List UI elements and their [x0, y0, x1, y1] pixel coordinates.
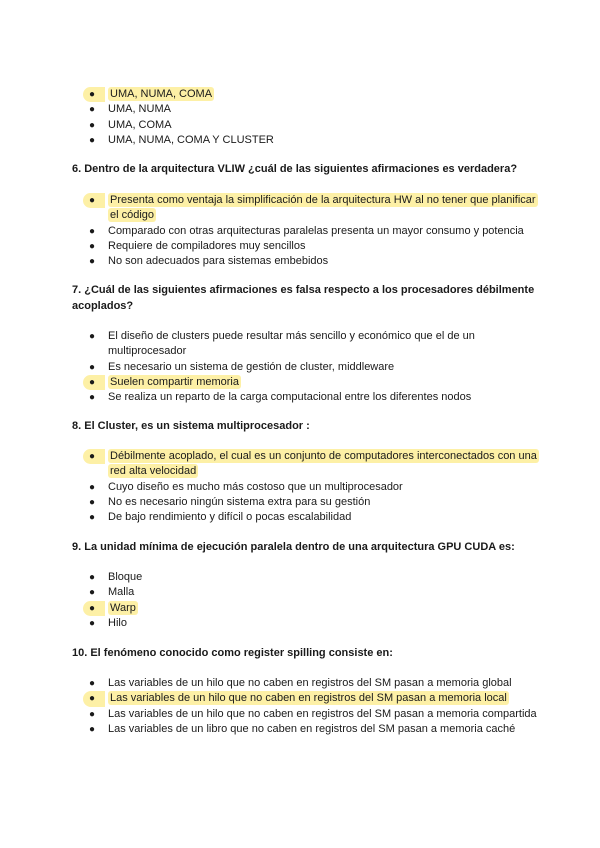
option-item [72, 585, 542, 600]
bullet-icon: ● [89, 572, 96, 583]
option-item [72, 102, 542, 117]
option-item [72, 601, 542, 616]
option-item [72, 329, 542, 360]
option-item [72, 495, 542, 510]
bullet-icon: ● [89, 678, 96, 689]
option-text: Requiere de compiladores muy sencillos [108, 239, 306, 252]
bullet-icon: ● [89, 134, 96, 146]
question-8-block [72, 419, 542, 435]
option-text: Las variables de un hilo que no caben en registros del SM pasan a memoria compartida [108, 707, 537, 720]
question-5-options [72, 87, 542, 148]
question-10-options [72, 676, 542, 737]
question-7-options [72, 329, 542, 405]
highlighted-answer-text: Suelen compartir memoria [110, 375, 239, 388]
highlighted-answer-text: Las variables de un hilo que no caben en registros del SM pasan a memoria local [110, 692, 507, 705]
bullet-icon: ● [89, 723, 96, 735]
highlighted-answer-text: Warp [110, 601, 136, 614]
option-item [72, 691, 542, 706]
bullet-icon: ● [83, 193, 105, 208]
question-8-options-block [72, 449, 542, 525]
bullet-icon: ● [89, 617, 96, 629]
bullet-icon: ● [83, 691, 105, 706]
option-text: UMA, NUMA [108, 103, 171, 116]
option-item [72, 449, 542, 480]
question-8-title: 8. El Cluster, es un sistema multiprocesador : [72, 420, 310, 432]
option-text: Cuyo diseño es mucho más costoso que un multiprocesador [108, 480, 403, 493]
option-text: Las variables de un hilo que no caben en registros del SM pasan a memoria global [108, 677, 512, 689]
option-item [72, 375, 542, 390]
bullet-icon: ● [83, 449, 105, 464]
option-item [72, 87, 542, 102]
option-text: UMA, COMA [108, 118, 172, 131]
question-10-title: 10. El fenómeno conocido como register spilling consiste en: [72, 647, 393, 659]
bullet-icon: ● [83, 375, 105, 390]
bullet-icon: ● [89, 587, 96, 599]
option-text: Malla [108, 586, 135, 599]
question-6-options-block [72, 193, 542, 269]
bullet-icon: ● [89, 225, 96, 237]
option-item [72, 193, 542, 224]
bullet-icon: ● [89, 496, 96, 508]
bullet-icon: ● [89, 392, 96, 404]
option-item [72, 616, 542, 631]
bullet-icon: ● [89, 104, 96, 116]
option-text: Comparado con otras arquitecturas paralelas presenta un mayor consumo y potencia [108, 224, 524, 237]
bullet-icon: ● [89, 708, 96, 720]
option-item [72, 224, 542, 239]
option-item [72, 510, 542, 525]
option-item [72, 133, 542, 148]
bullet-icon: ● [83, 87, 105, 102]
question-6-title: 6. Dentro de la arquitectura VLIW ¿cuál de las siguientes afirmaciones es verdadera? [72, 163, 518, 175]
highlighted-answer-text: Presenta como ventaja la simplificación de la arquitectura HW al no tener que planificar el código [110, 194, 536, 222]
question-9-options-block [72, 570, 542, 631]
option-text: De bajo rendimiento y difícil o pocas escalabilidad [108, 511, 352, 524]
option-text: El diseño de clusters puede resultar más sencillo y económico que el de un multiprocesador [108, 330, 475, 358]
option-item [72, 676, 542, 691]
bullet-icon: ● [89, 481, 96, 493]
question-7-block [72, 283, 542, 314]
highlighted-answer-text: UMA, NUMA, COMA [110, 88, 213, 100]
question-9-title: 9. La unidad mínima de ejecución paralela dentro de una arquitectura GPU CUDA es: [72, 541, 515, 553]
question-8-options [72, 449, 542, 525]
question-9-options [72, 570, 542, 631]
question-7-options-block [72, 329, 542, 405]
option-text: No es necesario ningún sistema extra para su gestión [108, 495, 371, 508]
option-item [72, 118, 542, 133]
option-text: UMA, NUMA, COMA Y CLUSTER [108, 133, 274, 146]
option-item [72, 254, 542, 269]
question-7-title: 7. ¿Cuál de las siguientes afirmaciones es falsa respecto a los procesadores débilmente acoplados? [72, 284, 535, 312]
bullet-icon: ● [89, 512, 96, 524]
option-item [72, 480, 542, 495]
question-10-options-block [72, 676, 542, 737]
question-6-options [72, 193, 542, 269]
option-text: Hilo [108, 616, 127, 629]
option-item [72, 707, 542, 722]
option-item [72, 239, 542, 254]
highlighted-answer-text: Débilmente acoplado, el cual es un conjunto de computadores interconectados con una red alta velocidad [110, 450, 537, 478]
option-item [72, 722, 542, 737]
question-10-block [72, 646, 542, 662]
option-text: Es necesario un sistema de gestión de cluster, middleware [108, 360, 395, 373]
question-6-block [72, 162, 542, 178]
option-text: Se realiza un reparto de la carga computacional entre los diferentes nodos [108, 391, 472, 404]
option-item [72, 390, 542, 405]
bullet-icon: ● [83, 601, 105, 616]
bullet-icon: ● [89, 119, 96, 131]
bullet-icon: ● [89, 240, 96, 252]
bullet-icon: ● [89, 361, 96, 373]
option-text: Bloque [108, 571, 143, 583]
option-item [72, 360, 542, 375]
question-5-block [72, 87, 542, 148]
option-text: No son adecuados para sistemas embebidos [108, 255, 329, 268]
option-text: Las variables de un libro que no caben en registros del SM pasan a memoria caché [108, 722, 516, 735]
question-9-block [72, 540, 542, 556]
bullet-icon: ● [89, 331, 96, 342]
option-item [72, 570, 542, 585]
bullet-icon: ● [89, 256, 96, 268]
